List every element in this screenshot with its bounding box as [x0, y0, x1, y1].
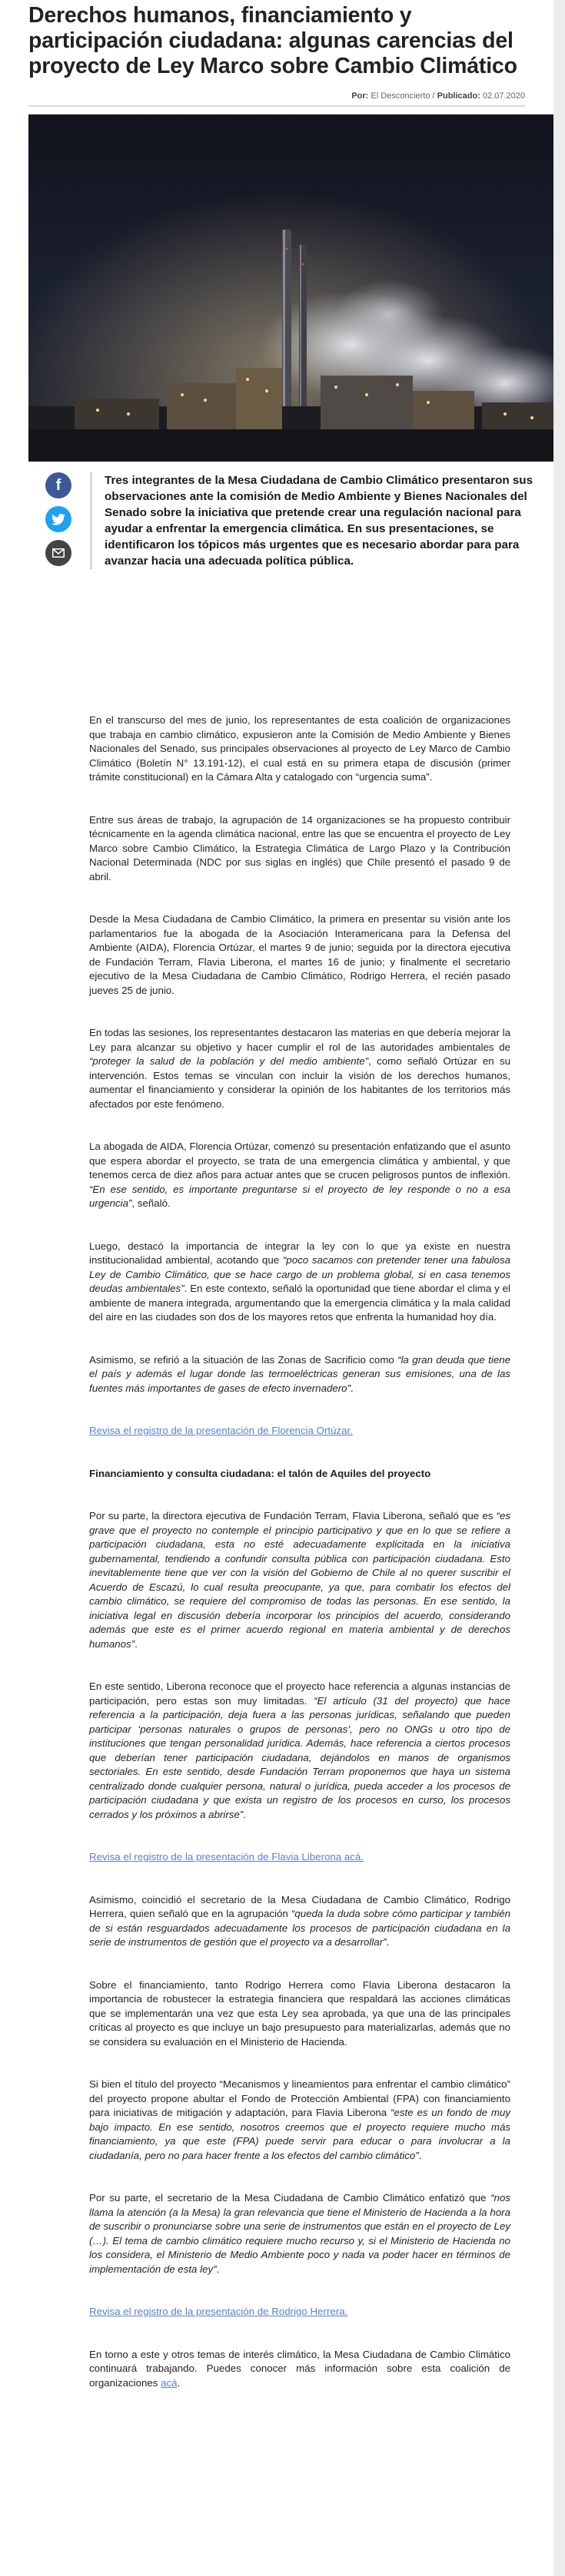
text-span: En torno a este y otros temas de interés climático, la Mesa Ciudadana de Cambio Climático continuará trabajando. Puedes conocer más información sobre esta coalición de organizaciones — [89, 2348, 510, 2389]
quote: “poco sacamos con pretender tener una fabulosa Ley de Cambio Climático, que se hace cargo de un problema global, si en casa tenemos deudas ambientales” — [89, 1254, 510, 1294]
text-span: Asimismo, coincidió el secretario de la Mesa Ciudadana de Cambio Climático, Rodrigo Herrera, quien señaló que en la agrupación — [89, 1893, 510, 1919]
section-heading: Financiamiento y consulta ciudadana: el talón de Aquiles del proyecto — [89, 1467, 431, 1479]
paragraph — [89, 2305, 510, 2319]
meta-separator: / — [432, 91, 437, 101]
paragraph — [89, 2191, 510, 2276]
envelope-icon — [52, 548, 65, 558]
article-body — [0, 626, 553, 2390]
quote: “queda la duda sobre cómo participar y también de si están resguardados adecuadamente los procesos de participación ciudadana en la serie de instrumentos de gestión que el proyecto va a desarrollar” — [89, 1908, 510, 1948]
paragraph — [89, 1026, 510, 1111]
twitter-share-button[interactable] — [45, 506, 71, 532]
facebook-icon: f — [55, 476, 61, 494]
link-mesa-ciudadana[interactable]: acá — [161, 2376, 178, 2389]
article-meta — [0, 91, 553, 101]
paragraph — [89, 1850, 510, 1865]
paragraph: En el transcurso del mes de junio, los representantes de esta coalición de organizaciones que trabaja en cambio climático, expusieron ante la Comisión de Medio Ambiente y Bienes Nacionales del Senado, sus principales observaciones al proyecto de Ley Marco de Cambio Climático (Boletín N° 13.191-12), el cual está en su primera etapa de discusión (primer trámite constitucional) en la Cámara Alta y catalogado con “urgencia suma”. — [89, 714, 510, 783]
facebook-share-button[interactable] — [45, 472, 71, 498]
link-ortuzar-presentation[interactable]: Revisa el registro de la presentación de Florencia Ortúzar. — [89, 1425, 353, 1436]
text-span: . — [177, 2376, 181, 2389]
paragraph: Sobre el financiamiento, tanto Rodrigo Herrera como Flavia Liberona destacaron la importancia de robustecer la estrategia financiera que respaldará las acciones climáticas que se implementarán una vez que esta Ley sea aprobada, ya que una de las principales críticas al proyecto es que incluye un bajo presupuesto para materializarlas, además que no se considera su evaluación en el Ministerio de Hacienda. — [89, 1978, 510, 2048]
text-span: . — [243, 1808, 246, 1820]
quote: “nos llama la atención (a la Mesa) la gran relevancia que tiene el Ministerio de Hacienda a la hora de suscribir o pronunciarse sobre una serie de instrumentos que están en el proyecto de Ley (…). El tema de cambio climático requiere mucho recurso y, si el Ministerio de Hacienda no los considera, el Ministerio de Medio Ambiente poco y nada va poder hacer en términos de implementación de esta ley” — [89, 2192, 510, 2275]
author-name: El Desconcierto — [371, 91, 430, 101]
quote: “El artículo (31 del proyecto) que hace referencia a la participación, deja fuera a las personas jurídicas, señalando que pueden participar ‘personas naturales o grupos de personas’, pero no ONGs u otro tipo de instituciones que tengan personalidad jurídica. Además, hace referencia a ciertos procesos que deberían tener participación ciudadana, dejándolos en manos de organismos sectoriales. En este sentido, desde Fundación Terram proponemos que haya un sistema centralizado donde cualquier persona, natural o jurídica, pueda acceder a los procesos de participación ciudadana y que exista un registro de los procesos en curso, los procesos cerrados y los próximos a abrirse” — [89, 1694, 510, 1820]
published-label: Publicado: — [437, 91, 480, 101]
paragraph: Entre sus áreas de trabajo, la agrupación de 14 organizaciones se ha propuesto contribuir técnicamente en la agenda climática nacional, entre las que se encuentra el proyecto de Ley Marco sobre Cambio Climático, la Estrategia Climática de Largo Plazo y la Contribución Nacional Determinada (NDC por sus siglas en inglés) que Chile presentó el pasado 9 de abril. — [89, 813, 510, 882]
text-span: , señaló. — [131, 1197, 171, 1209]
text-span: En todas las sesiones, los representantes destacaron las materias en que debería mejorar la Ley para alcanzar su objetivo y hacer cumplir el rol de las autoridades ambientales de — [89, 1027, 510, 1053]
text-span: . — [386, 1936, 390, 1948]
quote: “es grave que el proyecto no contemple el principio participativo y que en lo que se refiere a participación ciudadana, esta no esté adecuadamente explicitada en la iniciativa gubernamental, tendiendo a confundir consulta pública con participación ciudadana. Esto inevitablemente tiene que ver con la visión del Gobierno de Chile al no querer suscribir el Acuerdo de Escazú, lo cual resulta preocupante, ya que, para combatir los efectos del cambio climático, se requiere del compromiso de todas las personas. En ese sentido, la iniciativa legal en discusión debería incorporar los principios del acuerdo, considerando además que este es el primer acuerdo regional en materia ambiental y de derechos humanos” — [89, 1510, 510, 1650]
publish-date: 02.07.2020 — [482, 91, 525, 101]
text-span: , como señaló Ortúzar en su intervención. Estos temas se vinculan con incluir la visión de los derechos humanos, aumentar el financiamiento y considerar la opinión de los habitantes de los territorios más afectados por este fenómeno. — [89, 1055, 510, 1110]
text-span: Por su parte, el secretario de la Mesa Ciudadana de Cambio Climático enfatizó que — [89, 2192, 491, 2204]
paragraph — [89, 1509, 510, 1651]
text-span: Asimismo, se refirió a la situación de las Zonas de Sacrificio como — [89, 1353, 398, 1366]
text-span: En este sentido, Liberona reconoce que el proyecto hace referencia a algunas instancias de participación, pero estas son muy limitadas. — [89, 1680, 510, 1707]
quote: “la gran deuda que tiene el país y además el lugar donde las termoeléctricas generan sus emisiones, una de las fuentes más importantes de gases de efecto invernadero” — [89, 1353, 511, 1394]
text-span: Si bien el título del proyecto “Mecanismos y lineamientos para enfrentar el cambio climático” del proyecto propone abultar el Fondo de Protección Ambiental (FPA) con financiamiento para iniciativas de mitigación y adaptación, para Flavia Liberona — [89, 2078, 510, 2118]
text-span: . En este contexto, señaló la oportunidad que tiene abordar el clima y el ambiente de manera integrada, argumentando que la emergencia climática y la mala calidad del aire en las ciudades son dos de los mayores retos que enfrenta la humanidad hoy día. — [89, 1283, 510, 1323]
text-span: La abogada de AIDA, Florencia Ortúzar, comenzó su presentación enfatizando que el asunto que espera abordar el proyecto, se trata de una emergencia climática y ambiental, y que tenemos cerca de diez años para actuar antes que se crucen peligrosos puntos de inflexión. — [89, 1141, 510, 1180]
by-label: Por: — [351, 91, 369, 101]
twitter-icon — [52, 514, 65, 525]
intro-section — [0, 472, 553, 626]
paragraph — [89, 1140, 510, 1211]
paragraph: Desde la Mesa Ciudadana de Cambio Climático, la primera en presentar su visión ante los parlamentarios fue la abogada de la Asociación Interamericana para la Defensa del Ambiente (AIDA), Florencia Ortúzar, el martes 9 de junio; seguida por la directora ejecutiva de Fundación Terram, Flavia Liberona, el martes 16 de junio; y finalmente el secretario ejecutivo de la Mesa Ciudadana de Cambio Climático, Rodrigo Herrera, el recién pasado jueves 25 de junio. — [89, 913, 510, 996]
quote: “este es un fondo de muy bajo impacto. En ese sentido, nosotros creemos que el proyecto requiere mucho más financiamiento, ya que este (FPA) puede servir para educar o para involucrar a la ciudadanía, pero no para hacer frente a los efectos del cambio climático” — [89, 2107, 510, 2161]
link-liberona-presentation[interactable]: Revisa el registro de la presentación de Flavia Liberona acá. — [89, 1851, 364, 1862]
text-span: . — [135, 1637, 138, 1650]
text-span: Por su parte, la directora ejecutiva de Fundación Terram, Flavia Liberona, señaló que es — [89, 1510, 497, 1521]
title-divider — [28, 105, 525, 107]
paragraph — [89, 1893, 510, 1950]
article-title: Derechos humanos, financiamiento y participación ciudadana: algunas carencias del proyecto de Ley Marco sobre Cambio Climático — [28, 3, 517, 78]
text-span: Luego, destacó la importancia de integrar la ley con lo que ya existe en nuestra institucionalidad ambiental, acotando que — [89, 1240, 510, 1266]
paragraph — [89, 1680, 510, 1822]
link-herrera-presentation[interactable]: Revisa el registro de la presentación de Rodrigo Herrera. — [89, 2306, 348, 2317]
paragraph — [89, 2348, 510, 2391]
quote: “En ese sentido, es importante preguntarse si el proyecto de ley responde o no a esa urgencia” — [89, 1183, 510, 1209]
text-span: . — [216, 2263, 220, 2275]
paragraph — [89, 1353, 510, 1396]
paragraph — [89, 2078, 510, 2163]
text-span: . — [351, 1382, 354, 1394]
paragraph — [89, 1240, 510, 1325]
quote: “proteger la salud de la población y del medio ambiente” — [89, 1055, 369, 1067]
mail-share-button[interactable] — [45, 540, 71, 566]
text-span: . — [418, 2149, 422, 2161]
article-lead: Tres integrantes de la Mesa Ciudadana de Cambio Climático presentaron sus observaciones ante la comisión de Medio Ambiente y Bienes Nacionales del Senado sobre la iniciativa que pretende crear una regulación nacional para ayudar a enfrentar la emergencia climática. En sus presentaciones, se identificaron los tópicos más urgentes que es necesario abordar para para avanzar hacia una adecuada política pública. — [90, 472, 553, 569]
hero-image — [28, 114, 553, 462]
paragraph — [89, 1424, 510, 1439]
industrial-plant-photo — [28, 114, 553, 462]
